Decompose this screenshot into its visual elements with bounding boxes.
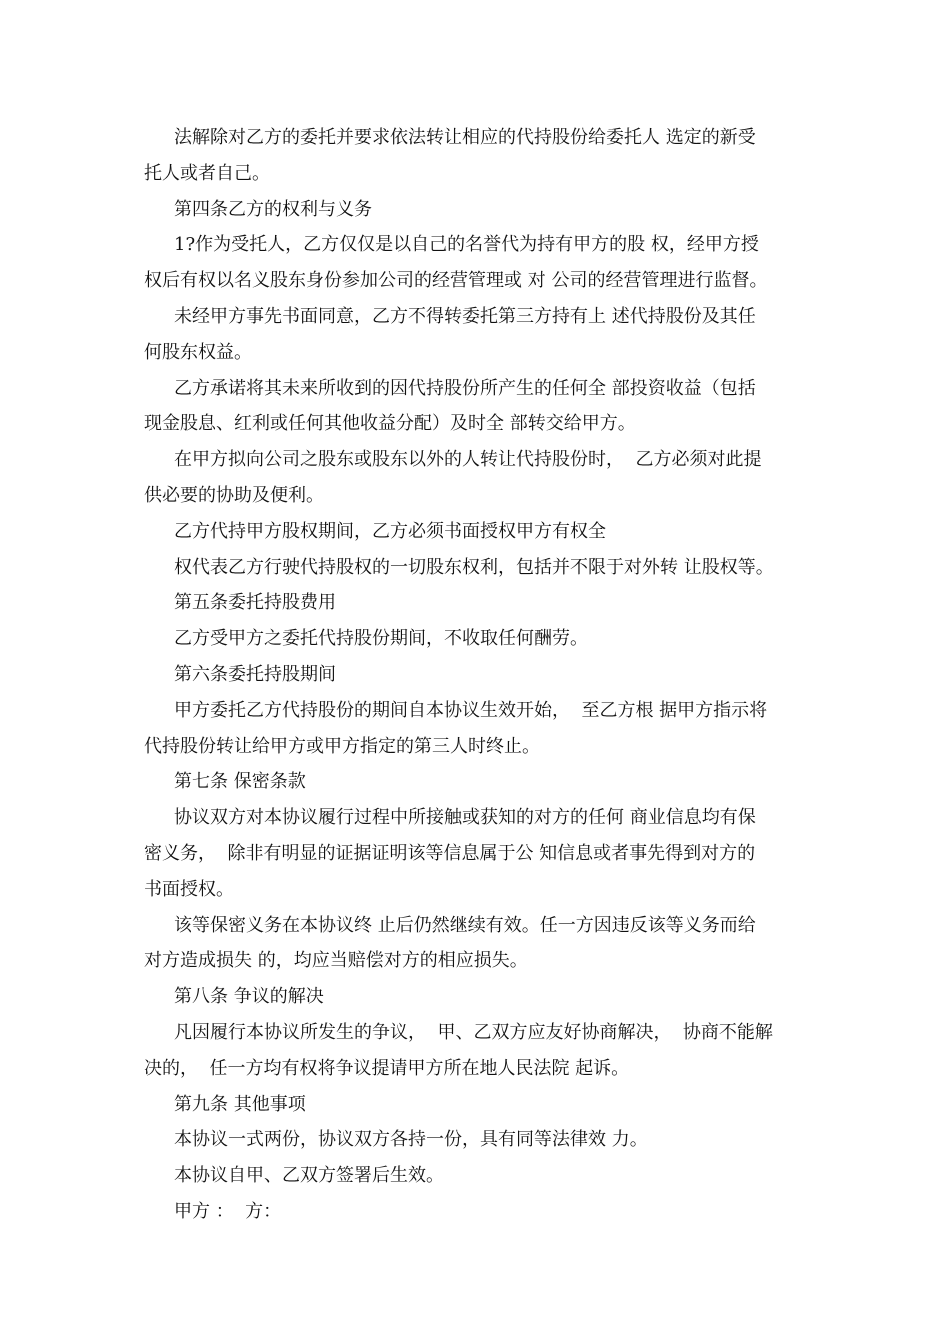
document-body <box>144 120 824 1230</box>
text-line: 权后有权以名义股东身份参加公司的经营管理或 对 公司的经营管理进行监督。 <box>144 270 768 292</box>
text-line: 协议双方对本协议履行过程中所接触或获知的对方的任何 商业信息均有保 <box>174 807 756 829</box>
text-line: 决的， 任一方均有权将争议提请甲方所在地人民法院 起诉。 <box>144 1057 630 1079</box>
text-line: 第九条 其他事项 <box>174 1093 306 1115</box>
text-line: 书面授权。 <box>144 878 234 900</box>
text-line: 托人或者自己。 <box>144 162 270 184</box>
text-line: 法解除对乙方的委托并要求依法转让相应的代持股份给委托人 选定的新受 <box>174 127 756 148</box>
text-line: 未经甲方事先书面同意，乙方不得转委托第三方持有上 述代持股份及其任 <box>174 305 756 327</box>
text-line: 第五条委托持股费用 <box>174 592 336 614</box>
text-line: 第六条委托持股期间 <box>174 663 336 685</box>
text-line: 甲方 ： 方： <box>174 1200 282 1222</box>
text-line: 代持股份转让给甲方或甲方指定的第三人时终止。 <box>144 735 540 757</box>
text-line: 本协议一式两份，协议双方各持一份，具有同等法律效 力。 <box>174 1129 648 1151</box>
text-line: 何股东权益。 <box>144 341 252 363</box>
text-line: 乙方承诺将其未来所收到的因代持股份所产生的任何全 部投资收益（包括 <box>174 377 756 399</box>
text-line: 对方造成损失 的，均应当赔偿对方的相应损失。 <box>144 950 528 972</box>
text-line: 乙方代持甲方股权期间，乙方必须书面授权甲方有权全 <box>174 520 606 542</box>
text-line: 在甲方拟向公司之股东或股东以外的人转让代持股份时， 乙方必须对此提 <box>174 449 762 471</box>
text-line: 权代表乙方行驶代持股权的一切股东权利，包括并不限于对外转 让股权等。 <box>174 556 774 578</box>
text-line: 第四条乙方的权利与义务 <box>174 198 372 220</box>
text-line: 密义务， 除非有明显的证据证明该等信息属于公 知信息或者事先得到对方的 <box>144 842 756 864</box>
text-line: 本协议自甲、乙双方签署后生效。 <box>174 1165 444 1187</box>
text-line: 凡因履行本协议所发生的争议， 甲、乙双方应友好协商解决， 协商不能解 <box>174 1021 773 1043</box>
text-line: 1?作为受托人，乙方仅仅是以自己的名誉代为持有甲方的股 权，经甲方授 <box>174 234 759 256</box>
text-line: 甲方委托乙方代持股份的期间自本协议生效开始， 至乙方根 据甲方指示将 <box>174 699 768 721</box>
text-line: 第七条 保密条款 <box>174 771 306 793</box>
text-line: 该等保密义务在本协议终 止后仍然继续有效。任一方因违反该等义务而给 <box>174 914 756 936</box>
text-line: 乙方受甲方之委托代持股份期间，不收取任何酬劳。 <box>174 628 588 650</box>
text-line: 供必要的协助及便利。 <box>144 484 324 506</box>
text-line: 现金股息、红利或任何其他收益分配）及时全 部转交给甲方。 <box>144 413 636 435</box>
text-line: 第八条 争议的解决 <box>174 986 324 1008</box>
